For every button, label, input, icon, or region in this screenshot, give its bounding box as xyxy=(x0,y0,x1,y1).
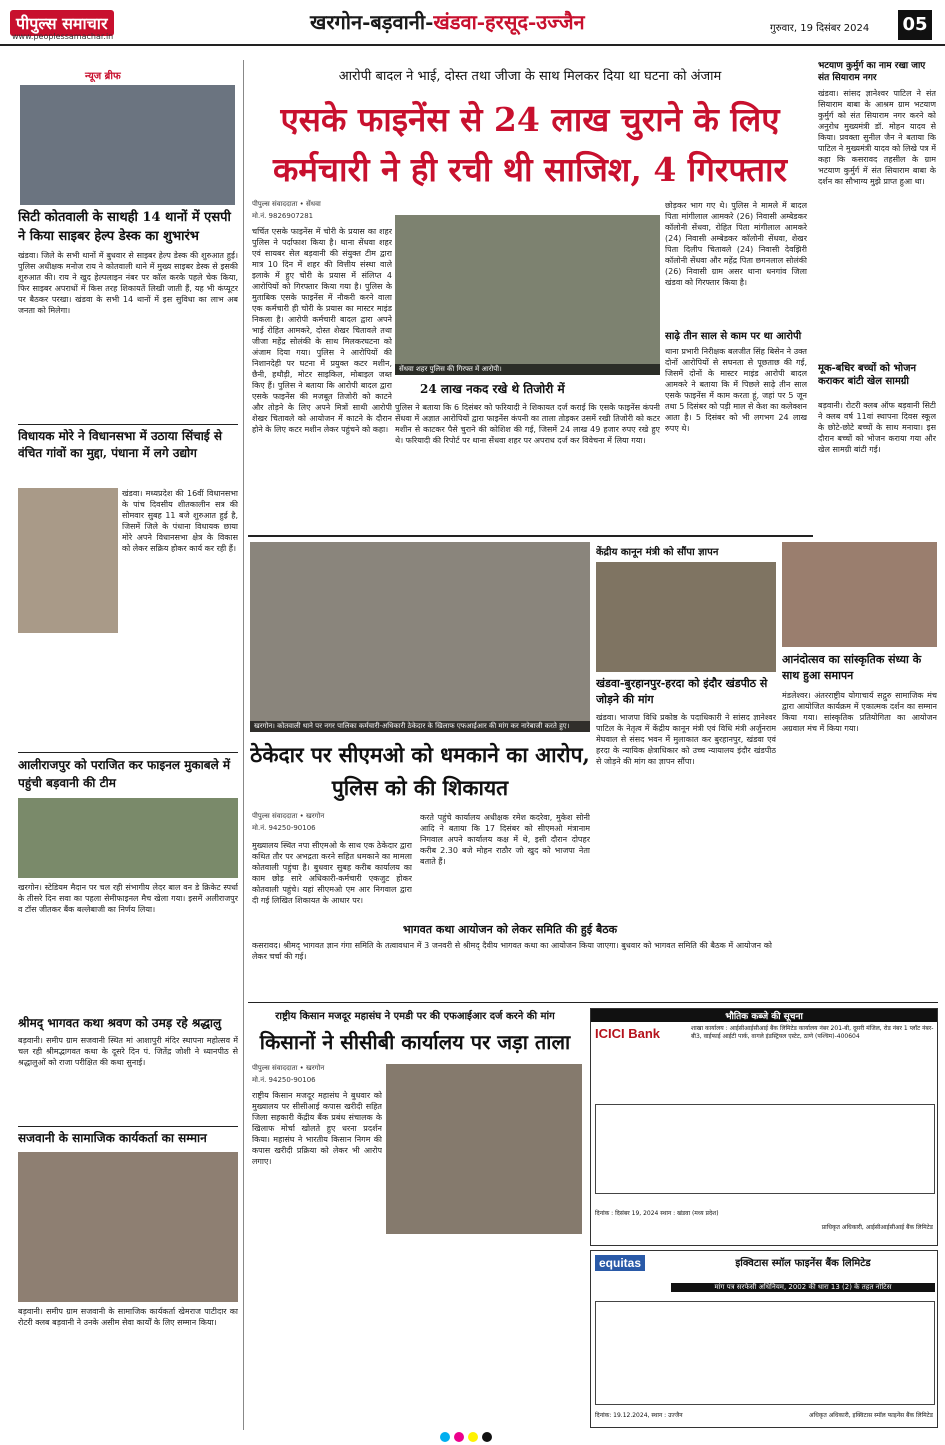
right-text-2: मंडलेश्वर। अंतरराष्ट्रीय योगाचार्य सद्गुरु सामाजिक मंच द्वारा आयोजित कार्यक्रम में एकात्मक दर्शन का सम्मान किया गया। सांस्कृतिक प्रतियोगिता का आयोजन अग्रवाल मंच में किया गया। xyxy=(782,691,937,733)
mid-byline-5: पीपुल्स संवाददाता • खरगोन xyxy=(252,1064,325,1072)
protest-photo xyxy=(250,542,590,732)
protest-photo-caption: खरगोन। कोतवाली थाने पर नगर पालिका कर्मचारी-अधिकारी ठेकेदार के खिलाफ एफआईआर की मांग कर नारेबाजी करते हुए। xyxy=(250,721,590,732)
divider xyxy=(18,1126,238,1127)
right-headline-0: भटयाण कुर्मुर्ग का नाम रखा जाए संत सियाराम नगर xyxy=(818,61,926,83)
icici-notice xyxy=(590,1008,938,1246)
cyan-register-mark xyxy=(440,1432,450,1442)
main-headline-line-2: कर्मचारी ने ही रची थी साजिश, 4 गिरफ्तार xyxy=(272,150,788,189)
right-headline-1: मूक-बधिर बच्चों को भोजन कराकर बांटी खेल सामग्री xyxy=(818,363,917,387)
left-headline-4: श्रीमद् भागवत कथा श्रवण को उमड़ रहे श्रद्धालु xyxy=(18,1016,222,1030)
mid-kicker-5: राष्ट्रीय किसान मजदूर महासंघ ने एमडी पर की एफआईआर दर्ज करने की मांग xyxy=(275,1011,555,1022)
equitas-title: इक्विटास स्मॉल फाइनेंस बैंक लिमिटेड xyxy=(735,1258,871,1269)
masthead-logo: पीपुल्स समाचार xyxy=(10,10,114,36)
left-text-3: खरगोन। स्टेडियम मैदान पर चल रही संभागीय लेदर बाल वन डे क्रिकेट स्पर्धा के तीसरे दिन सवा का पहला सेमीफाइनल मैच खेला गया। इसमें अलीराजपुर व टॉस जीतकर बैंक बल्लेबाजी का निर्णय लिया। xyxy=(18,883,238,914)
magenta-register-mark xyxy=(454,1432,464,1442)
equitas-notice xyxy=(590,1250,938,1428)
main-subhead-1: 24 लाख नकद रखे थे तिजोरी में xyxy=(420,382,565,396)
left-headline-5: सजवानी के सामाजिक कार्यकर्ता का सम्मान xyxy=(18,1131,207,1145)
equitas-signatory: अधिकृत अधिकारी, इक्विटास स्मॉल फाइनेंस बैंक लिमिटेड xyxy=(808,1412,933,1419)
mid-text-4: कसरावद। श्रीमद् भागवत ज्ञान गंगा समिति के तत्वावधान में 3 जनवरी से श्रीमद् दैवीय भागवत कथा का आयोजन किया जाएगा। बुधवार को भागवत समिति की बैठक में आयोजन को लेकर चर्चा की गई। xyxy=(252,941,772,961)
main-text-col-1: चर्चित एसके फाइनेंस में चोरी के प्रयास का शहर पुलिस ने पर्दाफाश किया है। थाना सेंधवा शहर एवं सायबर सेल बड़वानी की संयुक्त टीम द्वारा मात्र 10 दिन में शहर की वित्तीय संस्था वाले इलाके में हुए चोरी के प्रयास में संलिप्त 4 आरोपियों को गिरफ्तार किया गया है। पुलिस के मुताबिक एसके फाइनेंस में नौकरी करने वाला एक कर्मचारी ही चोरी के प्रयास का मास्टर माइंड निकला है। आरोपी कर्मचारी बादल द्वारा अपने भाई रोहित आमकरे, दोस्त शेखर चितावले तथा जीजा महेंद्र सोलंकी के साथ मिलकरघटना को अंजाम दिया गया। पुलिस ने आरोपियों की निशानदेही पर घटना में प्रयुक्त कटर मशीन, छैनी, हथौड़ी, मोटर साइकिल, मोबाइल जब्त किए हैं। पुलिस ने बताया कि आरोपी बादल द्वारा एसके फाइनेंस की मजबूत तिजोरी को काटने और तोड़ने के लिए अपने मित्रों साथी आरोपी शेखर चितावले को आयोजन में काटने के दौरान होने के लिए कटर मशीन लेकर पहुंचने को कहा। xyxy=(252,227,392,434)
left-text-1: खंडवा। जिले के सभी थानों में बुधवार से साइबर हेल्प डेस्क की शुरुआत हुई। पुलिस अधीक्षक मनोज राय ने कोतवाली थाने में मुख्य साइबर डेस्क से इसकी शुरुआत की। राय ने खुद हेल्पलाइन नंबर पर कॉल करके पहले चेक किया, फिर साइबर अपराधों में किस तरह शिकायतें लिखी जाती हैं, यह भी कंप्यूटर पर बैठकर परखा। खंडवा के सभी 14 थानों में इस सुविधा का लाभ अब जनता को मिलेगा। xyxy=(18,251,238,315)
website-url[interactable]: www.peoplessamachar.in xyxy=(12,32,114,41)
right-photo xyxy=(782,542,937,647)
equitas-subtitle: मांग पत्र सरफेसी अधिनियम, 2002 की धारा 13 (2) के तहत नोटिस xyxy=(671,1283,935,1292)
page-header xyxy=(0,0,945,46)
farmers-photo xyxy=(386,1064,582,1234)
mid-headline-1: केंद्रीय कानून मंत्री को सौंपा ज्ञापन xyxy=(596,547,719,558)
equitas-logo: equitas xyxy=(595,1255,645,1271)
black-register-mark xyxy=(482,1432,492,1442)
equitas-place: दिनांक: 19.12.2024, स्थान : उज्जैन xyxy=(595,1412,683,1419)
left-headline-2: विधायक मोरे ने विधानसभा में उठाया सिंचाई से वंचित गांवों का मुद्दा, पंधाना में लगे उद्योग xyxy=(18,429,222,460)
mid-byline: पीपुल्स संवाददाता • खरगोन xyxy=(252,812,325,820)
right-text-0: खंडवा। सांसद ज्ञानेश्वर पाटिल ने संत सियाराम बाबा के आश्रम ग्राम भटयाण कुर्मुर्ग को संत सियाराम नगर करने को अनुरोध मुख्यमंत्री डॉ. मोहन यादव से किया। प्रवक्ता सुनील जैन ने बताया कि पाटिल ने मुख्यमंत्री यादव को लिखे पत्र में कहा कि कसरावद तहसील के ग्राम भटयाण कुर्मुर्ग में संत सियाराम बाबा के दर्शन का सौभाग्य मुझे प्राप्त हुआ था। xyxy=(818,89,936,186)
mid-text-5: राष्ट्रीय किसान मजदूर महासंघ ने बुधवार को मुख्यालय पर सीसीआई कपास खरीदी सहित जिला सहकारी केंद्रीय बैंक प्रबंध संचालक के खिलाफ मोर्चा खोलते हुए धरना प्रदर्शन किया। महासंघ ने भारतीय किसान निगम की कपास खरीदी प्रक्रिया को लेकर भी आरोप लगाए। xyxy=(252,1091,382,1166)
icici-table xyxy=(595,1104,935,1194)
icici-logo: ICICI Bank xyxy=(595,1026,661,1041)
mid-headline-3: ठेकेदार पर सीएमओ को धमकाने का आरोप, पुलिस को की शिकायत xyxy=(250,742,590,800)
mid-headline-2: खंडवा-बुरहानपुर-हरदा को इंदौर खंडपीठ से जोड़ने की मांग xyxy=(596,677,768,706)
mid-text-2: खंडवा। भाजपा विधि प्रकोष्ठ के पदाधिकारी ने सांसद ज्ञानेश्वर पाटिल के नेतृत्व में केंद्रीय कानून मंत्री एवं विधि मंत्री अर्जुनराम मेघवाल से संसद भवन में मुलाकात कर बुरहानपुर, खंडवा एवं हरदा के न्यायिक क्षेत्राधिकार को उच्च न्यायालय इंदौर खंडपीठ से जोड़ने की मांग का ज्ञापन सौंपा। xyxy=(596,713,776,766)
divider xyxy=(248,535,813,537)
right-headline-2: आनंदोत्सव का सांस्कृतिक संध्या के साथ हुआ समापन xyxy=(782,653,922,682)
main-photo-caption: सेंधवा शहर पुलिस की गिरफ्त में आरोपी। xyxy=(395,364,660,375)
left-photo-1 xyxy=(20,85,235,205)
mid-mobile: मो.नं. 94250-90106 xyxy=(252,824,316,832)
column-rule xyxy=(243,60,244,1430)
icici-notice-title: भौतिक कब्जे की सूचना xyxy=(591,1009,937,1022)
mid-text-3: मुख्यालय स्थित नपा सीएमओ के साथ एक ठेकेदार द्वारा कथित तौर पर अभद्रता करने सहित धमकाने का मामला कोतवाली पहुंचा है। बुधवार सुबह करीब कार्यालय का काम छोड़ सारे अधिकारी-कर्मचारी एकजुट होकर कोतवाली पहुंचे। यहां सीएमओ एम आर निगवाल द्वारा दी गई लिखित शिकायत के आधार पर। xyxy=(252,841,412,905)
section-slug: खरगोन-बड़वानी-खंडवा-हरसूद-उज्जैन xyxy=(310,10,585,34)
main-byline: पीपुल्स संवाददाता • सेंधवा xyxy=(252,200,321,208)
main-headline-line-1: एसके फाइनेंस से 24 लाख चुराने के लिए xyxy=(280,100,780,139)
mid-headline-5: किसानों ने सीसीबी कार्यालय पर जड़ा ताला xyxy=(259,1030,571,1054)
news-brief-label: न्यूज ब्रीफ xyxy=(85,71,121,82)
right-text-1: बड़वानी। रोटरी क्लब ऑफ बड़वानी सिटी ने क्लब वर्ष 11वां स्थापना दिवस स्कूल के छोटे-छोटे बच्चों के साथ मनाया। इस दौरान बच्चों को भोजन कराया गया और खेल सामग्री बांटी गई। xyxy=(818,401,936,454)
yellow-register-mark xyxy=(468,1432,478,1442)
left-photo-2 xyxy=(18,488,118,633)
mid-mobile-5: मो.नं. 94250-90106 xyxy=(252,1076,316,1084)
main-kicker: आरोपी बादल ने भाई, दोस्त तथा जीजा के साथ मिलकर दिया था घटना को अंजाम xyxy=(338,69,722,84)
divider xyxy=(18,752,238,753)
main-photo xyxy=(395,215,660,375)
left-headline-3: आलीराजपुर को पराजित कर फाइनल मुकाबले में पहुंची बड़वानी की टीम xyxy=(18,758,231,790)
left-photo-3 xyxy=(18,798,238,878)
divider xyxy=(18,424,238,425)
icici-address: शाखा कार्यालय : आईसीआईसीआई बैंक लिमिटेड कार्यालय नंबर 201-बी, दूसरी मंजिल, रोड नंबर 1 प्लॉट नंबर-बी3, वाईफाई आईटी पार्क, वागले इंडस्ट्रियल एस्टेट, ठाणे (पश्चिम)-400604 xyxy=(691,1025,934,1040)
page-number: 05 xyxy=(898,10,932,40)
main-subhead-2: साढ़े तीन साल से काम पर था आरोपी xyxy=(665,331,802,342)
left-photo-4 xyxy=(18,1152,238,1302)
divider xyxy=(248,1002,938,1003)
main-text-col-3: छोड़कर भाग गए थे। पुलिस ने मामले में बादल पिता मांगीलाल आमकरे (26) निवासी अम्बेडकर कॉलोनी सेंधवा, रोहित पिता मांगीलाल आमकरे (24) निवासी अम्बेडकर कॉलोनी सेंधवा, शेखर पिता दिलीप चितावले (24) निवासी देवझिरी कॉलोनी सेंधवा और महेंद्र पिता छगनलाल सोलंकी (26) निवासी ग्राम असर थाना धनगांव जिला खंडवा को गिरफ्तार किया है। xyxy=(665,201,807,287)
mid-headline-4: भागवत कथा आयोजन को लेकर समिति की हुई बैठक xyxy=(402,923,618,936)
left-text-4: बड़वानी। समीप ग्राम सजवानी स्थित मां आशापुरी मंदिर स्थापना महोत्सव में चल रही श्रीमद्भागवत कथा के दूसरे दिन पं. जितेंद्र जोशी ने ध्यानपीठ से श्रद्धालुओं को राजा परीक्षित की कथा सुनाई। xyxy=(18,1036,238,1067)
icici-signatory: प्राधिकृत अधिकारी, आईसीआईसीआई बैंक लिमिटेड xyxy=(821,1224,933,1231)
main-text-col-2b: पुलिस ने बताया कि 6 दिसंबर को फरियादी ने शिकायत दर्ज कराई कि एसके फाइनेंस कंपनी सेंधवा में अज्ञात आरोपियों द्वारा फाइनेंस कंपनी का ताला तोड़कर उसमें रखी तिजोरी को कटर मशीन से काटकर पैसे चुराने की कोशिश की गई, जिसमें 24 लाख 49 हजार रुपए रखे हुए थे। फरियादी की रिपोर्ट पर थाना सेंधवा शहर पर अपराध दर्ज कर विवेचना में लिया गया। xyxy=(395,403,660,445)
left-text-5: बड़वानी। समीप ग्राम सजवानी के सामाजिक कार्यकर्ता खेमराज पाटीदार का रोटरी क्लब बड़वानी ने उनके असीम सेवा कार्यों के लिए सम्मान किया। xyxy=(18,1307,238,1327)
memorandum-photo xyxy=(596,562,776,672)
left-headline-1: सिटी कोतवाली के साथही 14 थानों में एसपी ने किया साइबर हेल्प डेस्क का शुभारंभ xyxy=(18,210,231,244)
main-text-col-3b: थाना प्रभारी निरीक्षक बलजीत सिंह बिसेन ने उक्त दोनों आरोपियों से सघनता से पूछताछ की गई, जिसमें दोनों के मास्टर माइंड आरोपी बादल आमकरे ने बताया कि में पिछले साढ़े तीन साल एसके फाइनेंस में काम करता हूं, जहां पर 5 जून तथा 5 दिसंबर को पड़ी माल से केश का कलेक्शन आता है। 5 दिसंबर को भी लगभग 24 लाख रुपए थे। xyxy=(665,347,807,433)
issue-date: गुरुवार, 19 दिसंबर 2024 xyxy=(770,23,870,34)
mid-text-3b: करते पहुंचे कार्यालय अधीक्षक रमेश कदरेवा, मुकेश सोनी आदि ने बताया कि 17 दिसंबर को सीएमओ मंत्रानाम निगवाल अपने कार्यालय कक्ष में थे, इसी दौरान दोपहर करीब 2.30 बजे मोहन राठौर जो खुद को भाजपा नेता बताते हैं। xyxy=(420,813,590,866)
main-mobile: मो.नं. 9826907281 xyxy=(252,212,314,220)
equitas-table xyxy=(595,1301,935,1405)
icici-place: दिनांक : दिसंबर 19, 2024 स्थान : खंडवा (मध्य प्रदेश) xyxy=(595,1210,719,1217)
left-text-2: खंडवा। मध्यप्रदेश की 16वीं विधानसभा के पांच दिवसीय शीतकालीन सत्र की सोमवार सुबह 11 बजे शुरुआत हुई है, जिसमें जिले के पंधाना विधायक छाया मोरे अपने विधानसभा क्षेत्र के विकास को लेकर सक्रिय होकर कार्य कर रही हैं। xyxy=(122,489,238,553)
